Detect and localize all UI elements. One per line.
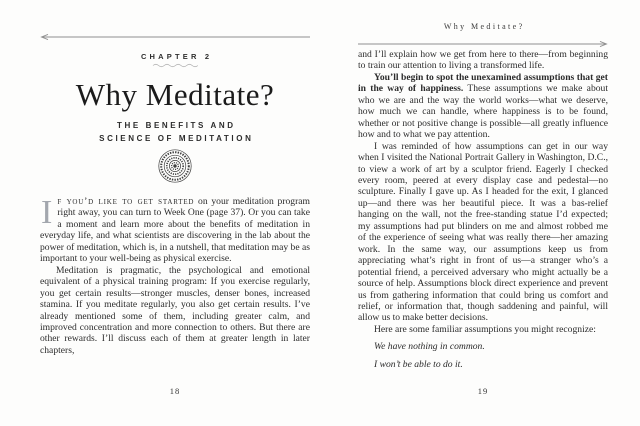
right-header-rule xyxy=(358,40,608,48)
right-page xyxy=(358,0,608,426)
chapter-label: CHAPTER 2 xyxy=(140,52,213,61)
arrow-rule-right-icon xyxy=(358,40,608,48)
paragraph: and I’ll explain how we get from here to there—from beginning to train our attention to living a transformed life. xyxy=(358,49,608,72)
running-head: Why Meditate? xyxy=(443,22,525,31)
medallion-ornament-icon xyxy=(157,148,193,184)
paragraph-opening xyxy=(40,196,310,265)
paragraph-opening-text: on your meditation program right away, you can turn to Week One (page 37). Or you can take a moment and learn more about the benefits of meditation in everyday life, and what scientists are discovering in the lab about the power of meditation, which is, in a nutshell, that meditation may be as important to your well-being as physical exercise. xyxy=(40,196,311,265)
paragraph: Here are some familiar assumptions you might recognize: xyxy=(374,323,596,335)
assumption-example: I won’t be able to do it. xyxy=(374,358,463,370)
chapter-subtitle xyxy=(40,119,310,145)
arrow-rule-left-icon xyxy=(40,33,310,41)
right-body-text xyxy=(358,49,608,370)
paragraph-gallery-story: I was reminded of how assumptions can get in our way when I visited the National Portrait Gallery in Washington, D.C., to view a work of art by a sculptor friend. Eagerly I checked every room, peered at every display case and pedestal—no sculpture. Finally I gave up. As I headed for the exit, I glanced up—and there was her beautiful piece. It was a bas-relief hanging on the wall, not the free-standing statue I’d expected; my assumptions had put blinders on me and almost robbed me of the experience of seeing what was really there—her amazing work. In the same way, our assumptions keep us from appreciating what’s right in front of us—a stranger who’s a potential friend, a perceived adversary who might actually be a source of help. Assumptions block direct experience and prevent us from gathering information that could bring us comfort and relief, or information that, though saddening and painful, will allow us to make better decisions. xyxy=(358,140,608,324)
paragraph: Meditation is pragmatic, the psychological and emotional equivalent of a physical training program: If you exercise regularly, you get certain results—stronger muscles, denser bones, increased stamina. If you meditate regularly, you also get certain results. I’ve already mentioned some of them, including greater calm, and improved concentration and more connection to others. But there are other rewards. I’ll discuss each of them at greater length in later chapters, xyxy=(40,264,310,356)
squiggle-underline-icon xyxy=(152,63,198,68)
opening-small-caps: f you’d like to get started xyxy=(57,196,195,207)
paragraph-assumptions-intro xyxy=(358,72,608,141)
page-number-left: 18 xyxy=(169,386,181,396)
chapter-subtitle-line2: SCIENCE OF MEDITATION xyxy=(99,134,254,143)
chapter-title: Why Meditate? xyxy=(75,77,275,112)
drop-cap: I xyxy=(41,194,53,231)
page-number-right: 19 xyxy=(477,386,489,396)
bold-lead-in: You’ll begin to spot the unexamined assumptions that get in the way of happiness. xyxy=(358,71,608,95)
assumption-example: We have nothing in common. xyxy=(374,341,485,353)
left-page xyxy=(40,0,310,426)
chapter-subtitle-line1: THE BENEFITS AND xyxy=(116,121,236,130)
left-header-rule xyxy=(40,33,310,41)
paragraph-text: These assumptions we make about who we are and the way the world works—what we deserve, how much we can handle, where happiness is to be found, whether or not positive change is possible—all greatly influence how and to what we pay attention. xyxy=(358,83,608,141)
left-body-text xyxy=(40,196,310,356)
